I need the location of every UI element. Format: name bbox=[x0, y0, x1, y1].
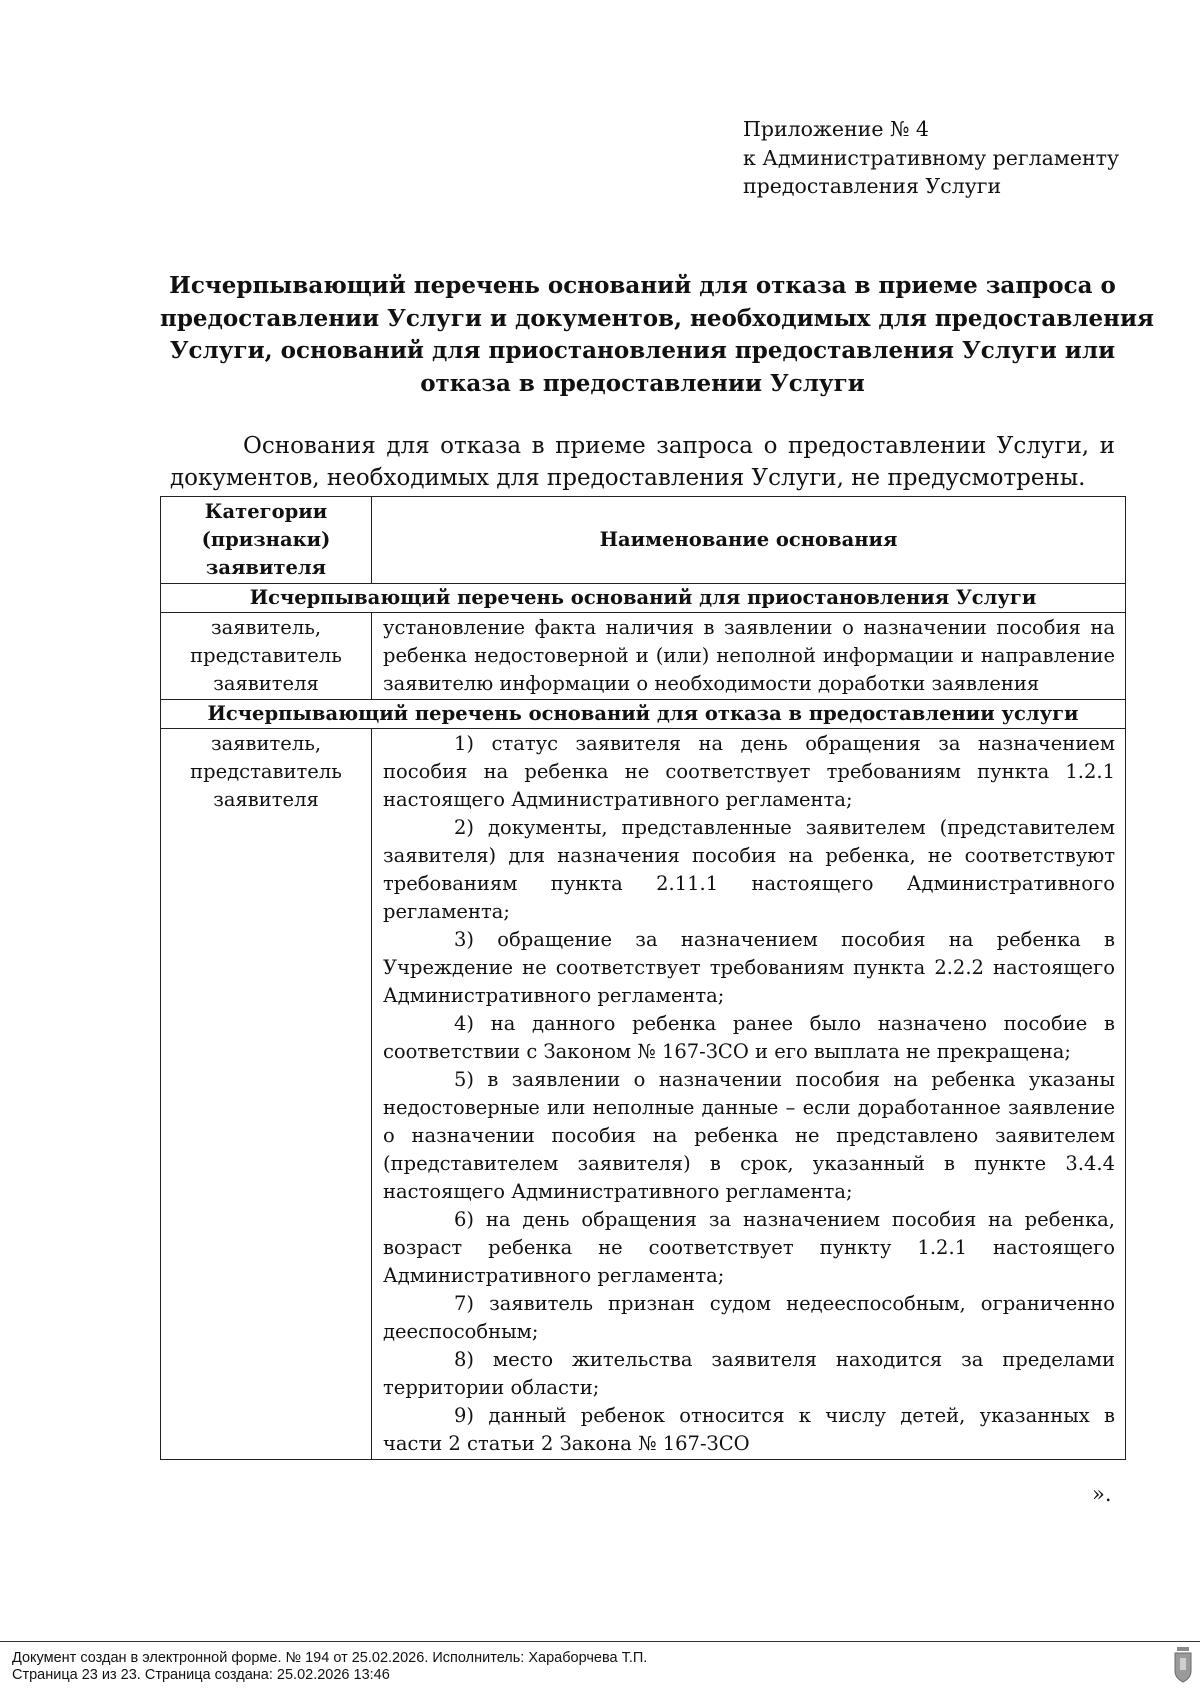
header-category-line: Категории bbox=[204, 500, 328, 523]
table-header-row bbox=[161, 497, 1126, 584]
ground-item: 3) обращение за назначением пособия на ребенка в Учреждение не соответствует требованиям пункта 2.2.2 настоящего Административного регламента; bbox=[383, 928, 1115, 1007]
ground-item: 8) место жительства заявителя находится за пределами территории области; bbox=[383, 1348, 1115, 1399]
ground-item: 4) на данного ребенка ранее было назначено пособие в соответствии с Законом № 167-ЗСО и его выплата не прекращена; bbox=[383, 1012, 1115, 1063]
annex-line: предоставления Услуги bbox=[743, 174, 1002, 198]
category-line: представитель bbox=[190, 644, 342, 667]
ground-item: 1) статус заявителя на день обращения за назначением пособия на ребенка не соответствует требованиям пункта 1.2.1 настоящего Административного регламента; bbox=[383, 732, 1115, 811]
header-category-line: (признаки) bbox=[201, 528, 331, 551]
category-line: заявитель, bbox=[210, 732, 322, 755]
section-title: Исчерпывающий перечень оснований для отказа в предоставлении услуги bbox=[161, 700, 1126, 729]
header-category-line: заявителя bbox=[205, 556, 327, 579]
title-line: Исчерпывающий перечень оснований для отказа в приеме запроса о bbox=[169, 272, 1116, 299]
header-category-cell bbox=[161, 497, 372, 584]
ground-item: 7) заявитель признан судом недееспособным, ограниченно дееспособным; bbox=[383, 1292, 1115, 1343]
document-footer bbox=[0, 1641, 1200, 1698]
category-cell bbox=[161, 613, 372, 700]
section-title-row bbox=[161, 584, 1126, 613]
description-cell bbox=[372, 613, 1126, 700]
table-row bbox=[161, 613, 1126, 700]
description-cell bbox=[372, 729, 1126, 1460]
footer-line: Страница 23 из 23. Страница создана: 25.02.2026 13:46 bbox=[12, 1667, 390, 1683]
category-line: представитель bbox=[190, 760, 342, 783]
ground-item: 9) данный ребенок относится к числу детей, указанных в части 2 статьи 2 Закона № 167-ЗСО bbox=[383, 1404, 1115, 1455]
annex-reference bbox=[743, 115, 1119, 201]
category-line: заявитель, bbox=[210, 616, 322, 639]
title-line: отказа в предоставлении Услуги bbox=[420, 369, 865, 397]
ground-item: 6) на день обращения за назначением пособия на ребенка, возраст ребенка не соответствует пункту 1.2.1 настоящего Административного регламента; bbox=[383, 1208, 1115, 1287]
section-title-row bbox=[161, 700, 1126, 729]
section-title: Исчерпывающий перечень оснований для приостановления Услуги bbox=[161, 584, 1126, 613]
annex-line: к Административному регламенту bbox=[743, 145, 1120, 170]
intro-paragraph: Основания для отказа в приеме запроса о предоставлении Услуги, и документов, необходимых для предоставления Услуги, не предусмотрены. bbox=[170, 433, 1115, 491]
ground-item: 2) документы, представленные заявителем (представителем заявителя) для назначения пособия на ребенка, не соответствуют требованиям пункта 2.11.1 настоящего Административного регламента; bbox=[383, 816, 1115, 923]
grounds-table bbox=[160, 496, 1126, 1460]
title-line: Услуги, оснований для приостановления предоставления Услуги или bbox=[169, 337, 1116, 364]
ground-text: установление факта наличия в заявлении о назначении пособия на ребенка недостоверной и (или) неполной информации и направление заявителю информации о необходимости доработки заявления bbox=[383, 616, 1115, 695]
table-row bbox=[161, 729, 1126, 1460]
category-line: заявителя bbox=[213, 672, 319, 695]
closing-quote: ». bbox=[1092, 1482, 1112, 1506]
title-line: предоставлении Услуги и документов, необходимых для предоставления bbox=[160, 304, 1155, 332]
category-cell bbox=[161, 729, 372, 1460]
footer-line: Документ создан в электронной форме. № 194 от 25.02.2026. Исполнитель: Хараборчева Т.П. bbox=[12, 1650, 648, 1666]
category-line: заявителя bbox=[213, 788, 319, 811]
ground-item: 5) в заявлении о назначении пособия на ребенка указаны недостоверные или неполные данные – если доработанное заявление о назначении пособия на ребенка не представлено заявителем (представителем заявителя) в срок, указанный в пункте 3.4.4 настоящего Административного регламента; bbox=[383, 1068, 1115, 1203]
coat-of-arms-icon bbox=[1172, 1645, 1194, 1685]
annex-line: Приложение № 4 bbox=[743, 117, 929, 141]
header-name-cell: Наименование основания bbox=[372, 497, 1126, 584]
document-title bbox=[160, 270, 1155, 400]
